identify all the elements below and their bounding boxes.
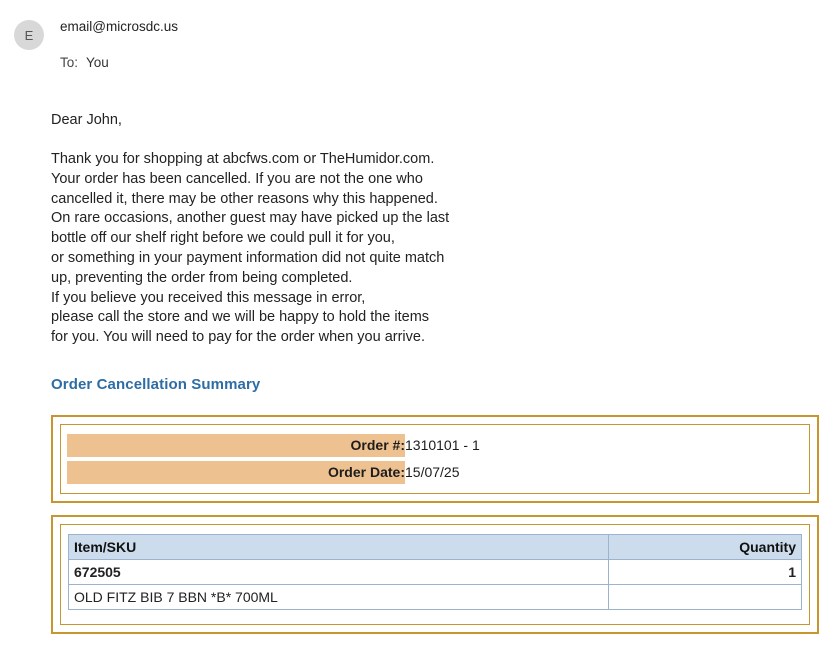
body-line: or something in your payment information did not quite match (51, 249, 445, 266)
body-line: If you believe you received this message in error, (51, 289, 366, 306)
body-line: Your order has been cancelled. If you are not the one who (51, 170, 423, 187)
email-header (0, 0, 838, 72)
body-line: cancelled it, there may be other reasons why this happened. (51, 190, 438, 207)
items-table-body (69, 559, 802, 609)
order-number-value: 1310101 - 1 (405, 437, 480, 454)
header-text-block (60, 18, 178, 72)
order-number-label: Order #: (67, 434, 405, 457)
column-header-item-sku: Item/SKU (69, 534, 609, 559)
greeting: Dear John, (51, 112, 122, 128)
items-box (51, 515, 819, 634)
body-line: please call the store and we will be happy to hold the items (51, 309, 430, 326)
to-label: To: (60, 55, 79, 70)
body-line: Thank you for shopping at abcfws.com or TheHumidor.com. (51, 151, 435, 167)
order-summary-inner (60, 424, 810, 494)
column-header-quantity: Quantity (609, 534, 802, 559)
order-date-row (67, 461, 480, 484)
section-title: Order Cancellation Summary (51, 375, 261, 393)
order-summary-box (51, 415, 819, 503)
order-number-row (67, 434, 480, 457)
table-row (69, 584, 802, 609)
item-quantity-value: 1 (609, 559, 802, 584)
items-table (68, 534, 802, 610)
body-line: bottle off our shelf right before we could pull it for you, (51, 230, 395, 247)
order-date-value: 15/07/25 (405, 464, 460, 481)
avatar: E (14, 20, 44, 50)
items-inner (60, 524, 810, 625)
order-fields-table (67, 434, 480, 484)
items-header-row (69, 534, 802, 559)
body-paragraph (51, 150, 838, 348)
item-sku-value: 672505 (69, 559, 609, 584)
order-date-label: Order Date: (67, 461, 405, 484)
body-line: up, preventing the order from being completed. (51, 269, 353, 286)
recipient-line (60, 54, 178, 72)
body-line: On rare occasions, another guest may have picked up the last (51, 210, 450, 227)
email-body (0, 110, 838, 634)
body-line: for you. You will need to pay for the order when you arrive. (51, 329, 425, 346)
to-value: You (86, 55, 109, 70)
sender-address[interactable]: email@microsdc.us (60, 19, 178, 34)
table-row (69, 559, 802, 584)
items-table-head (69, 534, 802, 559)
item-description-value: OLD FITZ BIB 7 BBN *B* 700ML (69, 584, 609, 609)
item-quantity-value (609, 584, 802, 609)
